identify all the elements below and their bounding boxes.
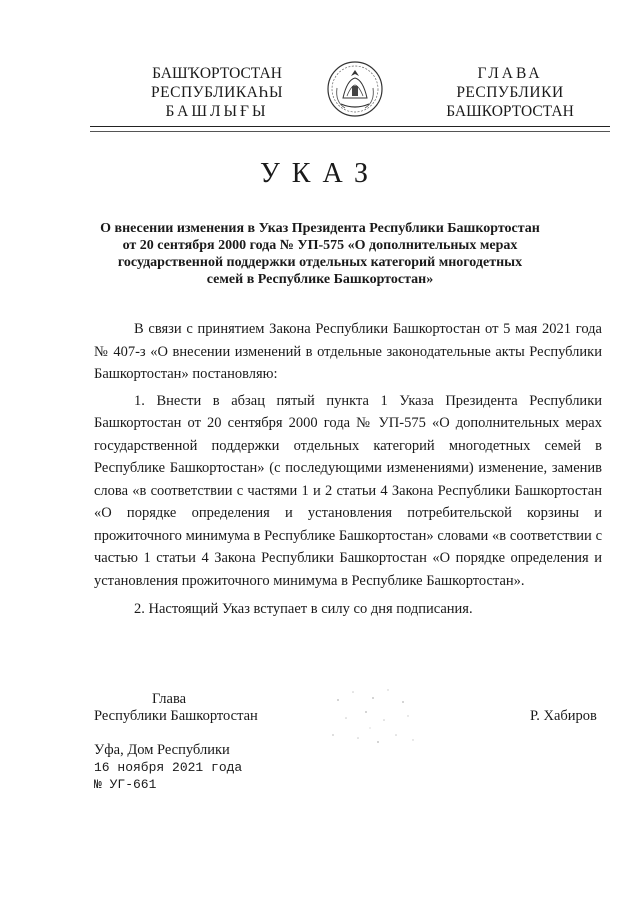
decree-number: № УГ-661 — [94, 777, 157, 792]
issue-date: 16 ноября 2021 года — [94, 760, 243, 775]
header-divider-thick — [90, 126, 610, 127]
signer-title-line-2: Республики Башкортостан — [94, 708, 258, 724]
header-left-line-3: БАШЛЫҒЫ — [165, 103, 269, 120]
signer-title-line-1: Глава — [152, 691, 187, 707]
faint-stamp-mark — [318, 680, 428, 760]
header-left-block — [128, 64, 306, 121]
document-title: УКАЗ — [259, 158, 381, 189]
item-1-paragraph: 1. Внести в абзац пятый пункта 1 Указа Президента Республики Башкортостан от 20 сентября 2000 года № УП-575 «О дополнительных мерах государственной поддержки отдельных категорий многодетных семей в Республике Башкортостан» (с последующими изменениями) изменение, заменив слова «в соответствии с частями 1 и 2 статьи 4 Закона Республики Башкортостан «О порядке определения и установления потребительской корзины и прожиточного минимума в Республике Башкортостан» словами «в соответствии с частью 1 статьи 4 Закона Республики Башкортостан «О порядке определения и установления прожиточного минимума в Республике Башкортостан». — [94, 392, 602, 589]
header-right-line-2: РЕСПУБЛИКИ — [456, 84, 564, 101]
preamble-paragraph: В связи с принятием Закона Республики Башкортостан от 5 мая 2021 года № 407-з «О внесении изменений в отдельные законодательные акты Республики Башкортостан» постановляю: — [94, 321, 602, 382]
coat-of-arms-icon — [325, 58, 385, 120]
header-right-line-1: ГЛАВА — [477, 65, 543, 82]
document-subject — [100, 220, 540, 288]
subject-line-2: от 20 сентября 2000 года № УП-575 «О дополнительных мерах — [122, 238, 518, 253]
signer-name: Р. Хабиров — [530, 708, 597, 724]
subject-line-1: О внесении изменения в Указ Президента Республики Башкортостан — [100, 221, 540, 236]
header-right-block — [420, 64, 600, 121]
header-right-line-3: БАШКОРТОСТАН — [446, 103, 574, 120]
issue-place: Уфа, Дом Республики — [94, 742, 230, 758]
subject-line-3: государственной поддержки отдельных категорий многодетных — [117, 255, 523, 270]
header-divider-thin — [90, 131, 610, 132]
subject-line-4: семей в Республике Башкортостан» — [206, 272, 434, 287]
document-body — [94, 318, 602, 621]
header-left-line-1: БАШҠОРТОСТАН — [152, 65, 282, 82]
item-2-paragraph: 2. Настоящий Указ вступает в силу со дня подписания. — [134, 601, 473, 617]
header-left-line-2: РЕСПУБЛИКАҺЫ — [151, 84, 283, 101]
